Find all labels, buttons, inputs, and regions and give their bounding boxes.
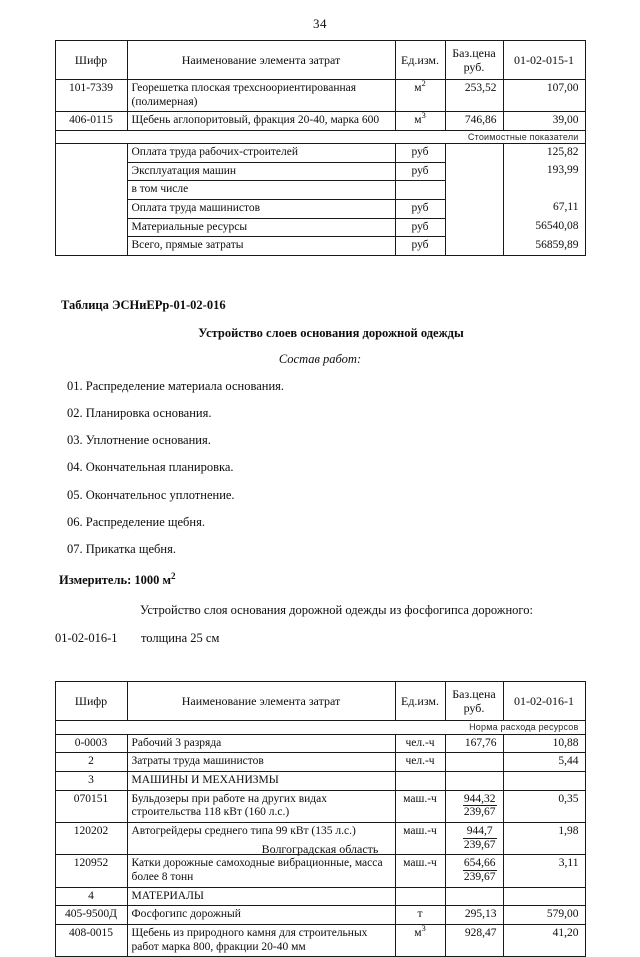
- row-code: 120202: [55, 823, 127, 855]
- row-code: 4: [55, 887, 127, 906]
- page-number: 34: [313, 16, 327, 31]
- row-unit: [395, 181, 445, 200]
- table-row: [55, 753, 585, 772]
- row-unit: $м^2$: [395, 80, 445, 112]
- row-name: Всего, прямые затраты: [127, 237, 395, 256]
- section-item-code: 01-02-016-1: [55, 631, 118, 646]
- column-header-name: Наименование элемента затрат: [127, 682, 395, 721]
- row-value: 67,11: [503, 199, 585, 218]
- row-base-price-fraction: [445, 790, 503, 822]
- row-value: [503, 181, 585, 200]
- row-unit: $м^3$: [395, 112, 445, 131]
- row-code: [55, 162, 127, 181]
- row-base-price: [445, 144, 503, 163]
- row-unit: маш.-ч: [395, 855, 445, 887]
- row-name: Затраты труда машинистов: [127, 753, 395, 772]
- table-row: [55, 734, 585, 753]
- row-name: Рабочий 3 разряда: [127, 734, 395, 753]
- row-base-price: [445, 162, 503, 181]
- fraction-denominator: 239,67: [463, 838, 496, 851]
- row-base-price: [445, 887, 503, 906]
- row-value: 1,98: [503, 823, 585, 855]
- row-unit: т: [395, 906, 445, 925]
- row-code: 070151: [55, 790, 127, 822]
- table-row: [55, 144, 585, 163]
- row-base-price: [445, 181, 503, 200]
- work-item: 05. Окончательнос уплотнение.: [67, 487, 235, 502]
- base-price-line1: Баз.цена: [452, 687, 496, 702]
- table-row: [55, 237, 585, 256]
- row-base-price-fraction: [445, 855, 503, 887]
- column-header-name: Наименование элемента затрат: [127, 41, 395, 80]
- band-row-resource-norms: [55, 721, 585, 735]
- row-code: 408-0015: [55, 925, 127, 957]
- row-name: Георешетка плоская трехсноориентированная (полимерная): [127, 80, 395, 112]
- row-name: Автогрейдеры среднего типа 99 кВт (135 л.с.): [127, 823, 395, 855]
- row-value: 5,44: [503, 753, 585, 772]
- measure-label: Измеритель: 1000 $м^2$: [59, 570, 176, 587]
- column-header-rate-code: 01-02-015-1: [503, 41, 585, 80]
- row-base-price: [445, 199, 503, 218]
- section-description: Устройство слоя основания дорожной одежды из фосфогипса дорожного:: [140, 603, 533, 618]
- band-label: Норма расхода ресурсов: [55, 721, 585, 735]
- row-base-price: [445, 772, 503, 791]
- row-value: 41,20: [503, 925, 585, 957]
- base-price-line2: руб.: [463, 701, 485, 716]
- column-header-unit: Ед.изм.: [395, 682, 445, 721]
- row-name: Материальные ресурсы: [127, 218, 395, 237]
- row-unit: руб: [395, 162, 445, 181]
- row-value: 56859,89: [503, 237, 585, 256]
- work-item: 07. Прикатка щебня.: [67, 541, 176, 556]
- row-unit: маш.-ч: [395, 823, 445, 855]
- column-header-base-price: [445, 682, 503, 721]
- row-name: МАТЕРИАЛЫ: [127, 887, 395, 906]
- table-row: [55, 80, 585, 112]
- row-code: 406-0115: [55, 112, 127, 131]
- row-name: в том числе: [127, 181, 395, 200]
- row-unit: [395, 772, 445, 791]
- work-item: 04. Окончательная планировка.: [67, 460, 234, 475]
- row-code: [55, 181, 127, 200]
- row-base-price: 253,52: [445, 80, 503, 112]
- column-header-code: Шифр: [55, 41, 127, 80]
- row-value: 125,82: [503, 144, 585, 163]
- row-name: МАШИНЫ И МЕХАНИЗМЫ: [127, 772, 395, 791]
- column-header-code: Шифр: [55, 682, 127, 721]
- table-row: [55, 925, 585, 957]
- row-code: 3: [55, 772, 127, 791]
- section-block: [55, 296, 585, 648]
- table-row-group-machines: [55, 772, 585, 791]
- row-unit: маш.-ч: [395, 790, 445, 822]
- row-name: Щебень аглопоритовый, фракция 20-40, марка 600: [127, 112, 395, 131]
- row-base-price: 167,76: [445, 734, 503, 753]
- row-unit: руб: [395, 144, 445, 163]
- table-row: [55, 218, 585, 237]
- row-name: Щебень из природного камня для строительных работ марка 800, фракции 20-40 мм: [127, 925, 395, 957]
- table-row: [55, 906, 585, 925]
- row-value: 0,35: [503, 790, 585, 822]
- resources-table-01-02-016-1: [55, 681, 586, 957]
- row-code: [55, 199, 127, 218]
- fraction-numerator: 944,7: [463, 825, 497, 839]
- row-value: 107,00: [503, 80, 585, 112]
- row-unit: чел.-ч: [395, 734, 445, 753]
- row-unit: руб: [395, 237, 445, 256]
- row-value: 579,00: [503, 906, 585, 925]
- fraction-numerator: 944,32: [463, 792, 496, 805]
- row-value: 193,99: [503, 162, 585, 181]
- row-unit: [395, 887, 445, 906]
- row-name: Оплата труда машинистов: [127, 199, 395, 218]
- row-value: 39,00: [503, 112, 585, 131]
- section-title: Устройство слоев основания дорожной одежды: [198, 325, 464, 340]
- table-header-row: [55, 41, 585, 80]
- table-row: [55, 112, 585, 131]
- table-row-group-materials: [55, 887, 585, 906]
- row-base-price: [445, 237, 503, 256]
- work-item: 06. Распределение щебня.: [67, 514, 205, 529]
- row-name: Оплата труда рабочих-строителей: [127, 144, 395, 163]
- section-item-desc: толщина 25 см: [141, 631, 220, 646]
- row-code: 120952: [55, 855, 127, 887]
- works-composition-header: Состав работ:: [278, 351, 362, 366]
- row-name: Фосфогипс дорожный: [127, 906, 395, 925]
- base-price-line2: руб.: [463, 60, 485, 74]
- row-value: [503, 887, 585, 906]
- table-row: [55, 855, 585, 887]
- work-item: 03. Уплотнение основания.: [67, 433, 211, 448]
- row-name: Катки дорожные самоходные вибрационные, масса более 8 тонн: [127, 855, 395, 887]
- base-price-line1: Баз.цена: [452, 45, 496, 60]
- row-base-price: 746,86: [445, 112, 503, 131]
- table-row: [55, 181, 585, 200]
- column-header-unit: Ед.изм.: [395, 41, 445, 80]
- table-row: [55, 790, 585, 822]
- row-code: 405-9500Д: [55, 906, 127, 925]
- fraction-numerator: 654,66: [463, 857, 496, 870]
- row-base-price: [445, 753, 503, 772]
- row-name: Эксплуатация машин: [127, 162, 395, 181]
- fraction-denominator: 239,67: [463, 806, 496, 819]
- band-row-cost-indicators: [55, 130, 585, 144]
- row-value: 3,11: [503, 855, 585, 887]
- page-footer: Волгоградская область: [261, 842, 379, 856]
- row-unit: руб: [395, 218, 445, 237]
- row-value: [503, 772, 585, 791]
- section-item-line: [55, 629, 585, 647]
- row-code: 0-0003: [55, 734, 127, 753]
- row-code: [55, 237, 127, 256]
- row-code: 101-7339: [55, 80, 127, 112]
- table-row: [55, 199, 585, 218]
- band-label: Стоимостные показатели: [55, 130, 585, 144]
- row-unit: чел.-ч: [395, 753, 445, 772]
- row-code: [55, 144, 127, 163]
- row-base-price: [445, 218, 503, 237]
- row-base-price: 295,13: [445, 906, 503, 925]
- costs-table-01-02-015-1: [55, 40, 586, 256]
- column-header-rate-code: 01-02-016-1: [503, 682, 585, 721]
- work-item: 02. Планировка основания.: [67, 406, 212, 421]
- fraction-denominator: 239,67: [463, 871, 496, 884]
- table-row: [55, 162, 585, 181]
- row-base-price: 928,47: [445, 925, 503, 957]
- column-header-base-price: [445, 41, 503, 80]
- work-item: 01. Распределение материала основания.: [67, 379, 285, 394]
- row-unit: $м^3$: [395, 925, 445, 957]
- table-header-row: [55, 682, 585, 721]
- row-unit: руб: [395, 199, 445, 218]
- row-value: 10,88: [503, 734, 585, 753]
- row-value: 56540,08: [503, 218, 585, 237]
- row-code: 2: [55, 753, 127, 772]
- row-code: [55, 218, 127, 237]
- row-name: Бульдозеры при работе на других видах строительства 118 кВт (160 л.с.): [127, 790, 395, 822]
- section-table-label: Таблица ЭСНиЕРр-01-02-016: [61, 297, 226, 312]
